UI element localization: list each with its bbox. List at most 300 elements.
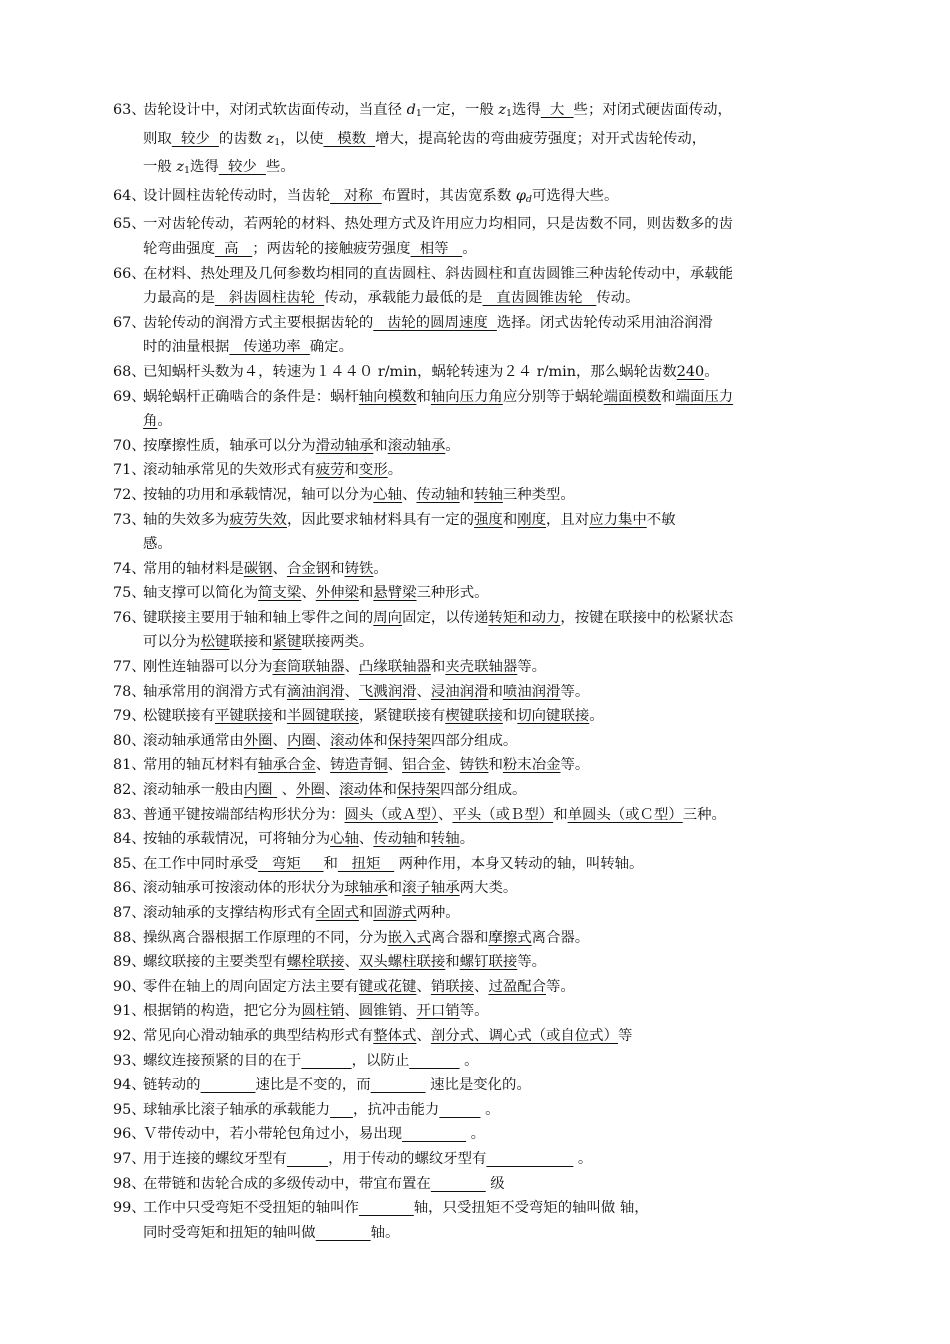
answer-text: 简支梁	[258, 585, 302, 602]
answer-text: 传动轴	[416, 486, 460, 503]
question-text: 传动。	[596, 290, 640, 307]
question-text: 滚动轴承可按滚动体的形状分为	[143, 880, 345, 897]
question-text: 可选得大些。	[532, 187, 619, 204]
question-item	[113, 950, 843, 975]
question-text: ，以防止	[351, 1052, 410, 1069]
answer-blank	[371, 1077, 426, 1093]
question-number: 88、	[113, 929, 146, 946]
answer-text: 相等	[410, 240, 463, 257]
question-text: 同时受弯矩和扭矩的轴叫做	[143, 1224, 316, 1241]
question-text: 、	[438, 806, 453, 823]
question-continuation	[113, 127, 843, 156]
question-item	[113, 975, 843, 1000]
question-number: 76、	[113, 609, 146, 626]
question-text: 等。	[560, 757, 590, 774]
question-text: 已知蜗杆头数为４，转速为１４４０ r/min，蜗轮转速为２４ r/min，那么蜗轮齿数	[143, 363, 677, 380]
question-text: 一对齿轮传动，若两轮的材料、热处理方式及许用应力均相同，只是齿数不同，则齿数多的齿	[143, 216, 734, 233]
answer-text: 端面模数	[603, 388, 662, 405]
question-number: 78、	[113, 683, 146, 700]
question-number: 95、	[113, 1101, 146, 1118]
question-number: 86、	[113, 880, 146, 897]
question-text: 在工作中同时承受	[143, 855, 259, 872]
question-text: 、	[344, 659, 359, 676]
question-text: ，用于传动的螺纹牙型有	[328, 1150, 487, 1167]
answer-text: 铸铁	[459, 757, 489, 774]
answer-blank	[359, 1200, 414, 1216]
answer-text: 铝合金	[402, 757, 446, 774]
answer-text: 键或花键	[358, 978, 417, 995]
question-text: z	[266, 130, 275, 147]
answer-text: 斜齿圆柱齿轮	[214, 290, 325, 307]
question-continuation	[113, 409, 843, 434]
answer-text: 整体式	[373, 1027, 417, 1044]
question-text: 工作中只受弯矩不受扭矩的轴叫作	[143, 1200, 359, 1217]
question-text: 、	[416, 978, 431, 995]
question-item	[113, 360, 843, 385]
question-text: 。	[573, 1150, 593, 1167]
question-text: 等。	[546, 978, 575, 995]
question-continuation	[113, 286, 843, 311]
answer-text: 轴向模数	[358, 388, 417, 405]
question-text: 、	[344, 1003, 359, 1020]
question-text: 1	[183, 165, 190, 177]
question-text: ；两齿轮的接触疲劳强度	[252, 240, 411, 257]
question-text: 。	[445, 437, 460, 454]
question-text: 等	[617, 1027, 633, 1044]
answer-blank	[439, 1102, 480, 1118]
question-text: 传动，承载能力最低的是	[324, 290, 483, 307]
question-number: 93、	[113, 1052, 146, 1069]
question-item	[113, 1024, 843, 1049]
answer-text: 半圆键联接	[286, 708, 359, 725]
answer-text: 圆头（或Ａ型）	[344, 806, 439, 823]
question-text: 。	[466, 1126, 486, 1143]
question-number: 69、	[113, 388, 146, 405]
question-number: 63、	[113, 102, 146, 118]
question-number: 74、	[113, 560, 146, 577]
question-number: 73、	[113, 511, 146, 528]
question-text: d	[525, 193, 533, 205]
question-item	[113, 729, 843, 754]
question-continuation	[113, 155, 843, 184]
answer-blank	[486, 1151, 573, 1167]
question-number: 75、	[113, 585, 146, 602]
answer-text: 轴向压力角	[430, 388, 503, 405]
question-text: 1	[506, 108, 513, 119]
answer-blank	[201, 1077, 256, 1093]
question-item	[113, 262, 843, 287]
question-text: 、	[315, 757, 331, 774]
question-text: 。	[704, 363, 719, 380]
question-text: 联接两类。	[301, 634, 374, 651]
question-text: 。	[462, 240, 477, 257]
answer-text: 铸铁	[344, 560, 374, 577]
answer-text: 较少	[171, 130, 219, 147]
question-text: 时的油量根据	[143, 339, 230, 356]
question-text: 可以分为	[143, 634, 201, 651]
question-text: 、	[301, 585, 316, 602]
question-text: 四部分组成。	[430, 732, 518, 749]
question-number: 68、	[113, 363, 146, 380]
answer-text: 外伸梁	[315, 585, 359, 602]
question-text: 、	[315, 732, 331, 749]
question-text: 等。	[459, 1003, 489, 1020]
question-number: 70、	[113, 437, 146, 454]
question-text: 两种作用，本身又转动的轴，叫转轴。	[394, 855, 644, 872]
answer-text: 平键联接	[214, 708, 273, 725]
answer-text: 销联接	[430, 978, 475, 995]
answer-text: 模数	[323, 130, 376, 147]
question-item	[113, 852, 843, 877]
answer-text: 喷油润滑	[502, 683, 561, 700]
question-text: 、	[358, 831, 374, 848]
question-text: 的齿数	[218, 130, 267, 147]
question-continuation	[113, 1221, 843, 1246]
question-text: 、	[445, 757, 460, 774]
question-text: 离合器。	[531, 929, 590, 946]
question-number: 83、	[113, 806, 146, 823]
question-text: 和	[488, 757, 503, 774]
question-text: 根据销的构造，把它分为	[143, 1003, 302, 1020]
answer-text: 弯矩	[258, 855, 324, 872]
answer-text: 碳钢	[243, 560, 273, 577]
question-text: 和	[459, 486, 475, 503]
question-text: 用于连接的螺纹牙型有	[143, 1150, 287, 1167]
answer-text: 240	[676, 363, 705, 380]
question-number: 72、	[113, 486, 146, 503]
answer-text: 凸缘联轴器	[358, 659, 431, 676]
question-text: 、	[416, 683, 431, 700]
question-item	[113, 655, 843, 680]
question-text: 轴，只受扭矩不受弯矩的轴叫做 轴，	[413, 1200, 649, 1217]
question-text: 松键联接有	[143, 708, 215, 725]
question-text: 则取	[143, 130, 172, 147]
question-text: 和	[358, 905, 374, 921]
question-text: 不敏	[646, 511, 676, 528]
question-text: 、	[344, 683, 359, 700]
question-item	[113, 557, 843, 582]
question-item	[113, 98, 843, 127]
answer-text: 过盈配合	[488, 978, 547, 995]
answer-text: 螺栓联接	[286, 954, 345, 971]
question-continuation	[113, 237, 843, 262]
answer-text: 圆柱销	[301, 1003, 345, 1020]
question-text: 齿轮传动的润滑方式主要根据齿轮的	[143, 314, 374, 331]
question-item	[113, 778, 843, 803]
question-text: 。	[480, 1101, 500, 1118]
question-text: 1	[415, 108, 422, 119]
question-text: ，抗冲击能力	[352, 1101, 440, 1118]
answer-text: 开口销	[416, 1003, 460, 1020]
answer-text: 齿轮的圆周速度	[373, 314, 497, 331]
question-text: 速比是不变的，而	[255, 1077, 371, 1094]
answer-text: 疲劳失效	[229, 511, 287, 528]
answer-text: 轴承合金	[258, 757, 316, 774]
question-text: 普通平键按端部结构形状分为：	[143, 806, 345, 823]
question-number: 80、	[113, 732, 146, 749]
question-text: 、	[474, 978, 489, 995]
question-text: 、	[272, 732, 287, 749]
answer-text: 滚子轴承	[402, 880, 460, 897]
answer-text: 飞溅润滑	[358, 683, 417, 700]
question-number: 64、	[113, 187, 146, 204]
question-item	[113, 901, 843, 926]
question-item	[113, 1049, 843, 1074]
question-number: 87、	[113, 905, 146, 921]
question-text: 滚动轴承常见的失效形式有	[143, 462, 316, 479]
answer-text: 转轴	[430, 831, 460, 848]
question-text: 、	[344, 954, 359, 971]
answer-blank	[287, 1151, 328, 1167]
question-text: φ	[515, 187, 526, 204]
question-text: 轮弯曲强度	[143, 240, 215, 257]
question-text: 按轴的功用和承载情况，轴可以分为	[143, 486, 374, 503]
answer-text: 粉末冶金	[502, 757, 561, 774]
question-text: 速比是变化的。	[425, 1077, 531, 1094]
question-text: ，以使	[280, 130, 324, 147]
question-text: 在材料、热处理及几何参数均相同的直齿圆柱、斜齿圆柱和直齿圆锥三种齿轮传动中，承载能	[143, 265, 734, 282]
question-number: 84、	[113, 831, 146, 848]
answer-text: 浸油润滑	[430, 683, 489, 700]
answer-text: 转轴	[474, 486, 503, 503]
question-item	[113, 876, 843, 901]
question-text: 和	[416, 388, 431, 405]
question-item	[113, 212, 843, 237]
answer-text: 松键	[200, 634, 230, 651]
question-text: ，紧键联接有	[358, 708, 446, 725]
question-text: 确定。	[309, 339, 353, 356]
question-number: 77、	[113, 659, 146, 676]
question-text: 三种类型。	[502, 486, 575, 503]
answer-text: 滑动轴承	[315, 437, 374, 454]
question-text: 链转动的	[143, 1077, 201, 1094]
question-text: 轴承常用的润滑方式有	[143, 683, 287, 700]
question-text: 和	[488, 683, 503, 700]
answer-text: 扭矩	[337, 855, 395, 872]
question-text: 和	[502, 708, 518, 725]
question-text: 选得	[512, 102, 541, 118]
answer-text: 滚动体	[339, 782, 383, 799]
answer-text: 悬臂梁	[373, 585, 417, 602]
answer-text: 平头（或Ｂ型）	[452, 806, 554, 823]
answer-text: 内圈	[286, 732, 316, 749]
answer-blank	[402, 1126, 466, 1142]
question-item	[113, 803, 843, 828]
answer-text: 传动轴	[373, 831, 417, 848]
answer-text: 应力集中	[589, 511, 647, 528]
question-text: 和	[323, 855, 338, 872]
question-text: 、	[324, 782, 340, 799]
answer-text: 切向键联接	[517, 708, 590, 725]
question-item	[113, 434, 843, 459]
answer-text: 摩擦式	[488, 929, 532, 946]
question-text: z	[498, 102, 506, 118]
question-item	[113, 483, 843, 508]
question-number: 99、	[113, 1200, 146, 1217]
question-text: 和	[382, 782, 397, 799]
answer-blank	[431, 1176, 486, 1192]
question-text: 等。	[517, 659, 547, 676]
question-continuation	[113, 630, 843, 655]
question-text: d	[406, 102, 416, 118]
question-text: 选择。闭式齿轮传动采用油浴润滑	[496, 314, 713, 331]
question-number: 97、	[113, 1150, 146, 1167]
question-text: 球轴承比滚子轴承的承载能力	[143, 1101, 331, 1118]
answer-text: 铸造青铜	[330, 757, 388, 774]
question-text: 、	[277, 782, 297, 799]
answer-text: 外圈	[296, 782, 325, 799]
question-item	[113, 753, 843, 778]
question-text: ，按键在联接中的松紧状态	[560, 609, 734, 626]
question-text: 和	[330, 560, 345, 577]
question-number: 94、	[113, 1077, 146, 1094]
question-number: 66、	[113, 265, 146, 282]
answer-text: 对称	[330, 187, 382, 204]
question-number: 98、	[113, 1175, 146, 1192]
answer-text: 夹壳联轴器	[445, 659, 518, 676]
question-item	[113, 1196, 843, 1221]
answer-text: 周向	[373, 609, 403, 626]
question-text: 螺纹联接的主要类型有	[143, 954, 287, 971]
question-text: 和	[553, 806, 568, 823]
question-text: ，因此要求轴材料具有一定的	[286, 511, 475, 528]
question-text: 些。	[265, 159, 295, 176]
question-text: 和	[502, 511, 518, 528]
question-text: 应分别等于蜗轮	[502, 388, 604, 405]
question-text: 。	[387, 462, 403, 479]
question-number: 96、	[113, 1126, 146, 1143]
question-item	[113, 1172, 843, 1197]
question-text: 力最高的是	[143, 290, 215, 307]
question-text: 一般	[143, 159, 177, 176]
question-text: 操纵离合器根据工作原理的不同，分为	[143, 929, 388, 946]
answer-text: 刚度	[517, 511, 547, 528]
answer-text: 楔键联接	[445, 708, 503, 725]
question-text: ，且对	[546, 511, 590, 528]
answer-text: 大	[540, 102, 574, 118]
answer-blank	[301, 1053, 351, 1069]
question-number: 90、	[113, 978, 146, 995]
answer-text: 螺钉联接	[459, 954, 518, 971]
question-number: 67、	[113, 314, 146, 331]
answer-text: 内圈	[243, 782, 278, 799]
question-text: 刚性连轴器可以分为	[143, 659, 273, 676]
question-text: 和	[445, 954, 460, 971]
question-number: 91、	[113, 1003, 146, 1020]
question-item	[113, 508, 843, 533]
question-item	[113, 458, 843, 483]
answer-blank	[409, 1053, 459, 1069]
answer-text: 双头螺柱联接	[358, 954, 446, 971]
answer-text: 高	[214, 240, 253, 257]
answer-text: 直齿圆锥齿轮	[482, 290, 597, 307]
question-text: 等。	[560, 683, 590, 700]
question-item	[113, 385, 843, 410]
question-item	[113, 680, 843, 705]
question-text: z	[176, 159, 184, 176]
question-text: 零件在轴上的周向固定方法主要有	[143, 978, 359, 995]
question-item	[113, 999, 843, 1024]
question-text: 和	[661, 388, 676, 405]
question-text: 齿轮设计中，对闭式软齿面传动，当直径	[143, 102, 407, 118]
question-text: 在带链和齿轮合成的多级传动中，带宜布置在	[143, 1175, 431, 1192]
question-text: 设计圆柱齿轮传动时，当齿轮	[143, 187, 331, 204]
question-text: 常见向心滑动轴承的典型结构形式有	[143, 1027, 374, 1044]
question-item	[113, 1073, 843, 1098]
question-text: 。	[459, 831, 475, 848]
question-number: 81、	[113, 757, 146, 774]
question-number: 79、	[113, 708, 146, 725]
question-text: 和	[358, 585, 374, 602]
question-text: 布置时，其齿宽系数	[381, 187, 516, 204]
question-text: 轴支撑可以简化为	[143, 585, 259, 602]
answer-text: 滚动体	[330, 732, 374, 749]
question-text: 按摩擦性质，轴承可以分为	[143, 437, 316, 454]
answer-text: 保持架	[387, 732, 431, 749]
answer-text: 全固式	[315, 905, 359, 921]
question-number: 82、	[113, 782, 146, 799]
answer-text: 圆锥销	[358, 1003, 403, 1020]
question-text: 。	[373, 560, 388, 577]
question-text: 四部分组成。	[440, 782, 527, 799]
answer-text: 球轴承	[344, 880, 388, 897]
question-text: 和	[373, 437, 388, 454]
answer-text: 保持架	[396, 782, 441, 799]
answer-text: 滴油润滑	[286, 683, 345, 700]
question-text: 等。	[517, 954, 547, 971]
answer-text: 心轴	[330, 831, 359, 848]
question-item	[113, 184, 843, 213]
answer-text: 剖分式	[430, 1027, 475, 1044]
answer-text: 外圈	[243, 732, 273, 749]
question-item	[113, 1147, 843, 1172]
question-item	[113, 311, 843, 336]
question-text: 常用的轴瓦材料有	[143, 757, 259, 774]
answer-text: 较少	[218, 159, 266, 176]
question-continuation	[113, 335, 843, 360]
question-text: 和	[430, 659, 446, 676]
answer-text: 嵌入式	[387, 929, 431, 946]
question-number: 85、	[113, 855, 146, 872]
question-text: 、	[402, 486, 417, 503]
question-text: 和	[272, 708, 287, 725]
answer-text: 传递功率	[229, 339, 310, 356]
question-text: 三种。	[682, 806, 726, 823]
question-number: 92、	[113, 1027, 146, 1044]
question-text: 固定，以传递	[402, 609, 489, 626]
question-text: 常用的轴材料是	[143, 560, 244, 577]
answer-blank	[330, 1102, 353, 1118]
question-text: 一定，一般	[421, 102, 499, 118]
question-text: 。	[157, 413, 172, 430]
answer-text: 变形	[358, 462, 388, 479]
question-number: 89、	[113, 954, 146, 971]
answer-blank	[316, 1225, 371, 1241]
question-text: 和	[344, 462, 359, 479]
question-text: 滚动轴承的支撑结构形式有	[143, 905, 316, 921]
question-item	[113, 827, 843, 852]
question-item	[113, 704, 843, 729]
question-item	[113, 1098, 843, 1123]
answer-text: 、调心式（或自位式）	[474, 1027, 618, 1044]
question-text: 滚动轴承通常由	[143, 732, 244, 749]
question-text: 感。	[143, 536, 172, 553]
question-text: 轴。	[370, 1224, 400, 1241]
answer-text: 固游式	[373, 905, 417, 921]
question-text: 按轴的承载情况，可将轴分为	[143, 831, 331, 848]
question-text: 和	[387, 880, 403, 897]
question-text: 、	[416, 1027, 431, 1044]
